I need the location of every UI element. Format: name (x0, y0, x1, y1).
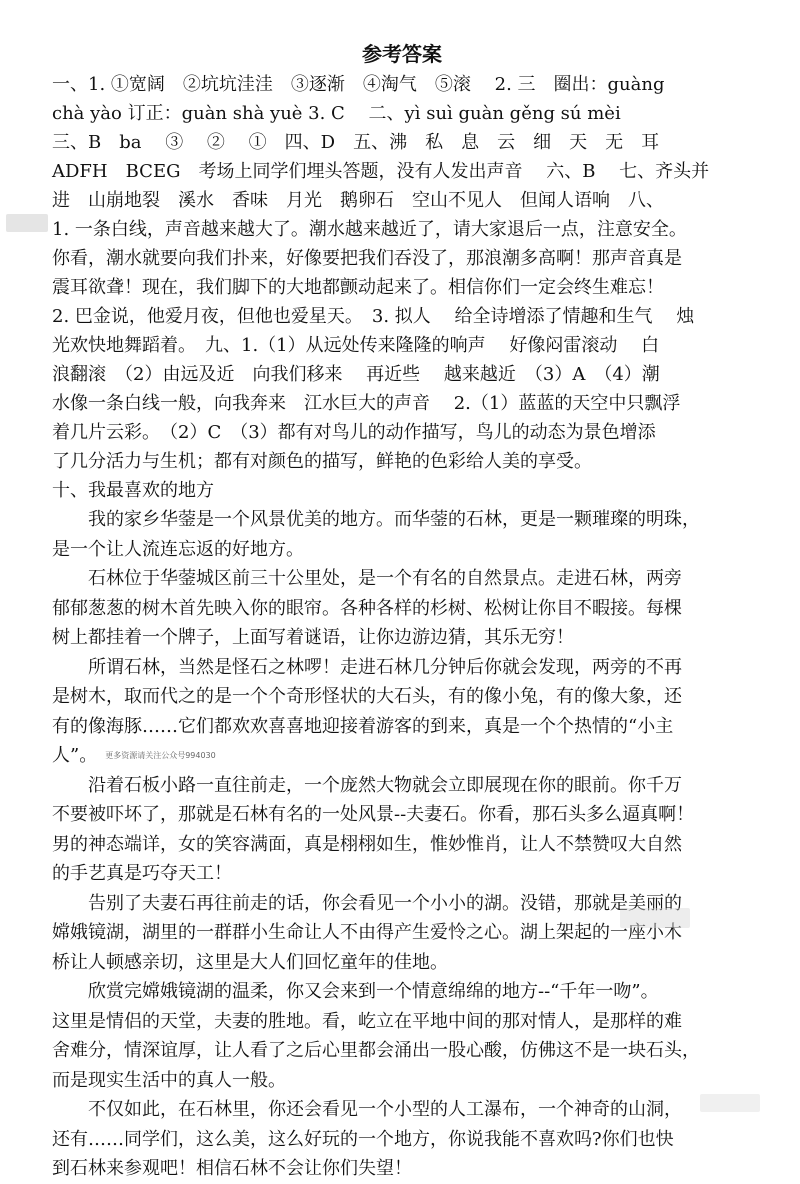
essay-line-text: 舍难分，情深谊厚，让人看了之后心里都会涌出一股心酸，仿佛这不是一块石头， (52, 1040, 700, 1062)
essay-line (52, 505, 752, 535)
answer-line: chà yào 订正：guàn shà yuè 3. C 二、yì suì guàn gěng sú mèi (52, 103, 621, 124)
essay-line-text: 有的像海豚……它们都欢欢喜喜地迎接着游客的到来，真是一个个热情的“小主 (52, 715, 674, 737)
essay-line-text: 这里是情侣的天堂，夫妻的胜地。看，屹立在平地中间的那对情人，是那样的难 (52, 1010, 682, 1032)
essay-line (52, 1036, 752, 1066)
essay-line-text: 人”。 (52, 745, 98, 766)
essay-line (52, 1066, 752, 1096)
answer-line: 三、B ba ③ ② ① 四、D 五、沸 私 息 云 细 天 无 耳 (52, 132, 660, 153)
document-page (52, 40, 752, 1184)
answer-line: 一、1. ①宽阔 ②坑坑洼洼 ③逐渐 ④淘气 ⑤滚 2. 三 圈出：guàng (52, 74, 665, 95)
essay-line (52, 653, 752, 683)
essay-line-text: 男的神态端详，女的笑容满面，真是栩栩如生，惟妙惟肖，让人不禁赞叹大自然 (52, 833, 682, 855)
essay-line (52, 594, 752, 624)
essay-line (52, 830, 752, 860)
document-title: 参考答案 (362, 42, 442, 66)
essay-line (52, 977, 752, 1007)
essay-line (52, 712, 752, 742)
essay-line-text: 不要被吓坏了，那就是石林有名的一处风景--夫妻石。你看，那石头多么逼真啊！ (52, 804, 695, 826)
essay-line-text: 是树木，取而代之的是一个个奇形怪状的大石头，有的像小兔，有的像大象，还 (52, 686, 682, 707)
essay-line (52, 800, 752, 830)
answer-line: ADFH BCEG 考场上同学们埋头答题，没有人发出声音 六、B 七、齐头并 (52, 161, 710, 182)
essay-line-text: 沿着石板小路一直往前走，一个庞然大物就会立即展现在你的眼前。你千万 (88, 774, 682, 796)
essay-line-text: 告别了夫妻石再往前走的话，你会看见一个小小的湖。没错，那就是美丽的 (88, 892, 682, 914)
essay-body (52, 505, 752, 1184)
essay-line (52, 564, 752, 594)
answer-line: 浪翻滚 （2）由远及近 向我们移来 再近些 越来越近 （3）A （4）潮 (52, 364, 660, 385)
essay-line (52, 771, 752, 801)
essay-line (52, 1007, 752, 1037)
essay-line (52, 623, 752, 653)
answer-line: 2. 巴金说，他爱月夜，但他也爱星天。 3. 拟人 给全诗增添了情趣和生气 烛 (52, 306, 695, 327)
essay-line-text: 而是现实生活中的真人一般。 (52, 1069, 286, 1091)
essay-line-text: 桥让人顿感亲切，这里是大人们回忆童年的佳地。 (52, 951, 448, 973)
essay-line (52, 948, 752, 978)
essay-line (52, 741, 752, 771)
essay-line-text: 是一个让人流连忘返的好地方。 (52, 538, 304, 560)
essay-line-text: 石林位于华蓥城区前三十公里处，是一个有名的自然景点。走进石林，两旁 (88, 568, 682, 589)
essay-line-text: 所谓石林，当然是怪石之林啰！走进石林几分钟后你就会发现，两旁的不再 (88, 656, 682, 678)
essay-line-text: 不仅如此，在石林里，你还会看见一个小型的人工瀑布，一个神奇的山洞， (88, 1099, 682, 1121)
answer-section (52, 70, 752, 476)
essay-line-text: 嫦娥镜湖，湖里的一群群小生命让人不由得产生爱怜之心。湖上架起的一座小木 (52, 922, 682, 944)
essay-line-text: 郁郁葱葱的树木首先映入你的眼帘。各种各样的杉树、松树让你目不暇接。每棵 (52, 597, 682, 619)
essay-line-text: 到石林来参观吧！相信石林不会让你们失望！ (52, 1158, 412, 1180)
watermark-mark (700, 1094, 760, 1112)
answer-line: 光欢快地舞蹈着。 九、1.（1）从远处传来隆隆的响声 好像闷雷滚动 白 (52, 335, 660, 356)
essay-line (52, 682, 752, 712)
essay-line-text: 还有……同学们，这么美，这么好玩的一个地方，你说我能不喜欢吗?你们也快 (52, 1128, 674, 1150)
answer-line: 着几片云彩。 （2）C （3）都有对鸟儿的动作描写，鸟儿的动态为景色增添 (52, 422, 656, 443)
answer-line: 水像一条白线一般，向我奔来 江水巨大的声音 2.（1）蓝蓝的天空中只飘浮 (52, 393, 681, 414)
answer-line: 了几分活力与生机；都有对颜色的描写，鲜艳的色彩给人美的享受。 (52, 451, 592, 472)
answer-line: 震耳欲聋！现在，我们脚下的大地都颤动起来了。相信你们一定会终生难忘！ (52, 277, 664, 298)
essay-line (52, 859, 752, 889)
watermark-note: 更多资源请关注公众号994030 (105, 751, 216, 761)
essay-line (52, 1095, 752, 1125)
watermark-mark (620, 908, 690, 928)
answer-line: 你看，潮水就要向我们扑来，好像要把我们吞没了，那浪潮多高啊！那声音真是 (52, 248, 682, 269)
answer-line: 进 山崩地裂 溪水 香味 月光 鹅卵石 空山不见人 但闻人语响 八、 (52, 190, 664, 211)
essay-line-text: 树上都挂着一个牌子，上面写着谜语，让你边游边猜，其乐无穷！ (52, 627, 574, 648)
essay-title: 十、我最喜欢的地方 (52, 480, 214, 501)
essay-line (52, 1125, 752, 1155)
answer-line: 1. 一条白线，声音越来越大了。潮水越来越近了，请大家退后一点，注意安全。 (52, 219, 687, 240)
essay-line-text: 我的家乡华蓥是一个风景优美的地方。而华蓥的石林，更是一颗璀璨的明珠， (88, 509, 700, 530)
essay-line (52, 1154, 752, 1184)
essay-line-text: 欣赏完嫦娥镜湖的温柔，你又会来到一个情意绵绵的地方--“千年一吻”。 (88, 981, 659, 1003)
essay-line (52, 535, 752, 565)
essay-line-text: 的手艺真是巧夺天工！ (52, 863, 232, 885)
watermark-mark (6, 214, 48, 232)
